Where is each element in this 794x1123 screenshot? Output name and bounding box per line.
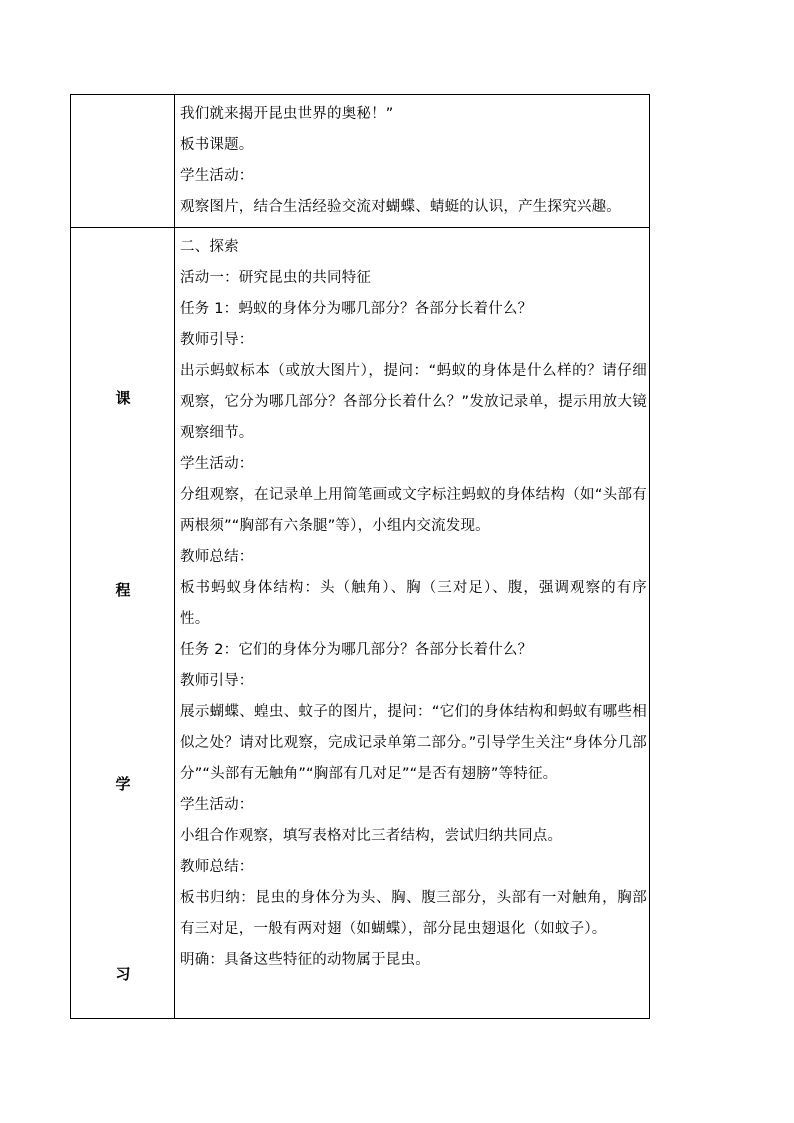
role-label: 教师总结： (180, 859, 254, 875)
intro-row (71, 95, 650, 228)
role-label: 学生活动： (180, 797, 254, 813)
paragraph: 出示蚂蚁标本（或放大图片），提问：“蚂蚁的身体是什么样的？请仔细观察，它分为哪几部分？各部分长着什么？”发放记录单，提示用放大镜观察细节。 (180, 363, 647, 441)
intro-label-cell (71, 95, 175, 228)
section-label-char: 课 (115, 389, 131, 407)
intro-line: 板书课题。 (180, 137, 254, 153)
role-label: 教师引导： (180, 332, 254, 348)
paragraph: 明确：具备这些特征的动物属于昆虫。 (180, 952, 430, 968)
paragraph: 分组观察，在记录单上用简笔画或文字标注蚂蚁的身体结构（如“头部有两根须”“胸部有六条腿”等），小组内交流发现。 (180, 487, 647, 534)
section-label-cell (71, 228, 175, 1019)
section-content-cell (175, 228, 650, 1019)
role-label: 教师引导： (180, 673, 254, 689)
paragraph: 板书蚂蚁身体结构：头（触角）、胸（三对足）、腹，强调观察的有序性。 (180, 580, 647, 627)
intro-line: 学生活动： (180, 168, 254, 184)
task-title: 任务 1：蚂蚁的身体分为哪几部分？各部分长着什么？ (180, 301, 533, 317)
section-heading: 二、探索 (180, 239, 239, 255)
paragraph: 板书归纳：昆虫的身体分为头、胸、腹三部分，头部有一对触角，胸部有三对足，一般有两对翅（如蝴蝶），部分昆虫翅退化（如蚊子）。 (180, 890, 647, 937)
paragraph: 小组合作观察，填写表格对比三者结构，尝试归纳共同点。 (180, 828, 563, 844)
lesson-plan-table (70, 94, 650, 1019)
section-label-char: 程 (115, 581, 131, 599)
activity-title: 活动一：研究昆虫的共同特征 (180, 270, 372, 286)
intro-content-cell (175, 95, 650, 228)
task-title: 任务 2：它们的身体分为哪几部分？各部分长着什么？ (180, 642, 533, 658)
learning-process-row (71, 228, 650, 1019)
intro-line: 我们就来揭开昆虫世界的奥秘！” (180, 106, 394, 122)
role-label: 学生活动： (180, 456, 254, 472)
intro-line: 观察图片，结合生活经验交流对蝴蝶、蜻蜓的认识，产生探究兴趣。 (180, 199, 621, 215)
section-label-char: 学 (115, 775, 131, 793)
section-label-char: 习 (115, 965, 131, 983)
role-label: 教师总结： (180, 549, 254, 565)
paragraph: 展示蝴蝶、蝗虫、蚊子的图片，提问：“它们的身体结构和蚂蚁有哪些相似之处？请对比观察，完成记录单第二部分。”引导学生关注“身体分几部分”“头部有无触角”“胸部有几对足”“是否有翅膀”等特征。 (180, 704, 647, 782)
